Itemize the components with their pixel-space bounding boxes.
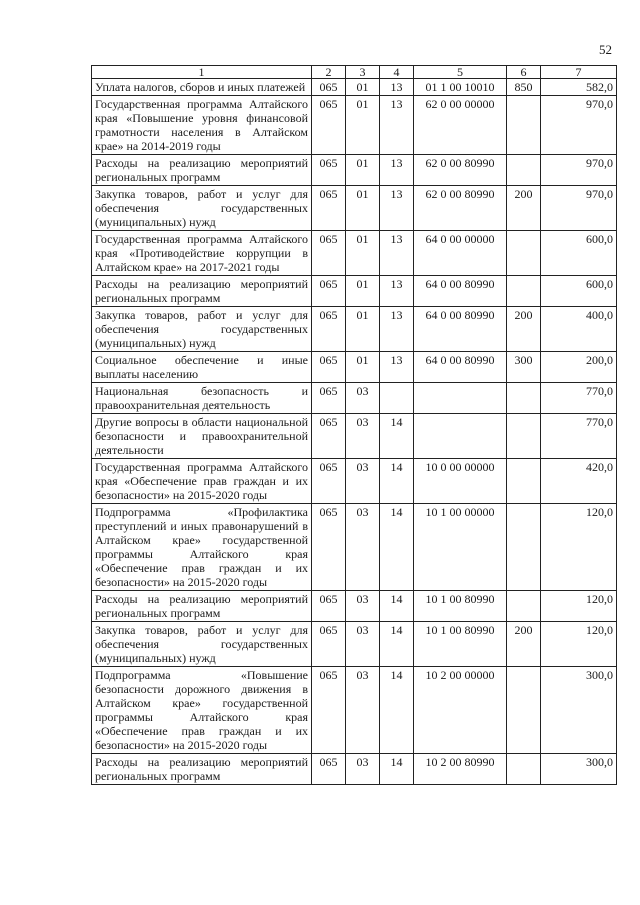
row-section-cell: 01 [346, 96, 380, 155]
row-amount-cell: 582,0 [541, 79, 617, 96]
row-name-cell: Расходы на реализацию мероприятий региональных программ [92, 591, 312, 622]
row-subsection-cell: 13 [380, 352, 414, 383]
row-section-cell: 03 [346, 622, 380, 667]
row-expense-type-cell: 850 [507, 79, 541, 96]
header-cell: 3 [346, 66, 380, 79]
table-row [92, 414, 617, 459]
row-code-cell: 065 [312, 307, 346, 352]
row-section-cell: 03 [346, 591, 380, 622]
row-code-cell: 065 [312, 754, 346, 785]
row-amount-cell: 300,0 [541, 667, 617, 754]
row-expense-type-cell [507, 155, 541, 186]
budget-table [91, 65, 617, 785]
row-subsection-cell [380, 383, 414, 414]
row-name-cell: Расходы на реализацию мероприятий региональных программ [92, 754, 312, 785]
row-target-cell: 62 0 00 00000 [414, 96, 507, 155]
row-code-cell: 065 [312, 667, 346, 754]
table-row [92, 276, 617, 307]
row-expense-type-cell [507, 667, 541, 754]
row-target-cell: 62 0 00 80990 [414, 186, 507, 231]
row-subsection-cell: 13 [380, 231, 414, 276]
page-number: 52 [599, 42, 612, 57]
row-subsection-cell: 13 [380, 79, 414, 96]
header-cell: 2 [312, 66, 346, 79]
row-amount-cell: 120,0 [541, 622, 617, 667]
row-target-cell: 10 1 00 80990 [414, 591, 507, 622]
row-code-cell: 065 [312, 186, 346, 231]
row-expense-type-cell [507, 414, 541, 459]
row-expense-type-cell: 200 [507, 307, 541, 352]
row-subsection-cell: 14 [380, 591, 414, 622]
row-amount-cell: 770,0 [541, 414, 617, 459]
row-name-cell: Социальное обеспечение и иные выплаты населению [92, 352, 312, 383]
table-row [92, 754, 617, 785]
row-code-cell: 065 [312, 622, 346, 667]
row-name-cell: Государственная программа Алтайского края «Повышение уровня финансовой грамотности населения в Алтайском крае» на 2014-2019 годы [92, 96, 312, 155]
row-target-cell: 64 0 00 80990 [414, 276, 507, 307]
row-subsection-cell: 13 [380, 276, 414, 307]
row-section-cell: 03 [346, 504, 380, 591]
row-code-cell: 065 [312, 383, 346, 414]
row-code-cell: 065 [312, 504, 346, 591]
row-amount-cell: 300,0 [541, 754, 617, 785]
row-name-cell: Государственная программа Алтайского края «Противодействие коррупции в Алтайском крае» на 2017-2021 годы [92, 231, 312, 276]
row-section-cell: 03 [346, 459, 380, 504]
row-amount-cell: 970,0 [541, 186, 617, 231]
table-row [92, 155, 617, 186]
header-cell: 5 [414, 66, 507, 79]
row-target-cell: 64 0 00 80990 [414, 352, 507, 383]
row-section-cell: 01 [346, 79, 380, 96]
table-row [92, 622, 617, 667]
row-subsection-cell: 13 [380, 96, 414, 155]
table-row [92, 459, 617, 504]
row-expense-type-cell: 200 [507, 186, 541, 231]
table-row [92, 591, 617, 622]
row-code-cell: 065 [312, 414, 346, 459]
row-code-cell: 065 [312, 79, 346, 96]
row-name-cell: Подпрограмма «Профилактика преступлений и иных правонарушений в Алтайском крае» государственной программы Алтайского края «Обеспечение прав граждан и их безопасности» на 2015-2020 годы [92, 504, 312, 591]
row-section-cell: 01 [346, 186, 380, 231]
row-section-cell: 01 [346, 276, 380, 307]
row-name-cell: Уплата налогов, сборов и иных платежей [92, 79, 312, 96]
row-expense-type-cell [507, 276, 541, 307]
table-row [92, 504, 617, 591]
row-section-cell: 03 [346, 754, 380, 785]
row-amount-cell: 120,0 [541, 504, 617, 591]
row-section-cell: 03 [346, 667, 380, 754]
row-section-cell: 01 [346, 352, 380, 383]
row-target-cell: 10 2 00 80990 [414, 754, 507, 785]
row-target-cell: 10 1 00 00000 [414, 504, 507, 591]
row-code-cell: 065 [312, 231, 346, 276]
row-name-cell: Закупка товаров, работ и услуг для обеспечения государственных (муниципальных) нужд [92, 307, 312, 352]
table-row [92, 667, 617, 754]
header-cell: 4 [380, 66, 414, 79]
row-expense-type-cell [507, 383, 541, 414]
row-expense-type-cell: 300 [507, 352, 541, 383]
row-subsection-cell: 14 [380, 504, 414, 591]
row-name-cell: Расходы на реализацию мероприятий региональных программ [92, 276, 312, 307]
row-target-cell: 01 1 00 10010 [414, 79, 507, 96]
row-expense-type-cell [507, 754, 541, 785]
row-name-cell: Закупка товаров, работ и услуг для обеспечения государственных (муниципальных) нужд [92, 622, 312, 667]
row-subsection-cell: 13 [380, 155, 414, 186]
row-expense-type-cell [507, 591, 541, 622]
row-code-cell: 065 [312, 591, 346, 622]
row-target-cell: 64 0 00 80990 [414, 307, 507, 352]
row-target-cell: 64 0 00 00000 [414, 231, 507, 276]
row-amount-cell: 400,0 [541, 307, 617, 352]
row-subsection-cell: 14 [380, 414, 414, 459]
row-amount-cell: 600,0 [541, 231, 617, 276]
table-row [92, 352, 617, 383]
row-amount-cell: 200,0 [541, 352, 617, 383]
row-code-cell: 065 [312, 155, 346, 186]
header-cell: 6 [507, 66, 541, 79]
row-target-cell: 10 2 00 00000 [414, 667, 507, 754]
row-code-cell: 065 [312, 276, 346, 307]
table-row [92, 186, 617, 231]
row-expense-type-cell [507, 504, 541, 591]
row-code-cell: 065 [312, 352, 346, 383]
row-expense-type-cell [507, 231, 541, 276]
row-name-cell: Национальная безопасность и правоохранительная деятельность [92, 383, 312, 414]
row-section-cell: 01 [346, 155, 380, 186]
row-amount-cell: 420,0 [541, 459, 617, 504]
row-amount-cell: 970,0 [541, 96, 617, 155]
row-name-cell: Государственная программа Алтайского края «Обеспечение прав граждан и их безопасности» на 2015-2020 годы [92, 459, 312, 504]
row-code-cell: 065 [312, 459, 346, 504]
row-subsection-cell: 14 [380, 459, 414, 504]
row-amount-cell: 600,0 [541, 276, 617, 307]
table-row [92, 383, 617, 414]
row-section-cell: 03 [346, 383, 380, 414]
row-name-cell: Другие вопросы в области национальной безопасности и правоохранительной деятельности [92, 414, 312, 459]
row-expense-type-cell [507, 96, 541, 155]
row-section-cell: 01 [346, 307, 380, 352]
table-row [92, 307, 617, 352]
row-subsection-cell: 14 [380, 754, 414, 785]
table-row [92, 231, 617, 276]
row-name-cell: Подпрограмма «Повышение безопасности дорожного движения в Алтайском крае» государственной программы Алтайского края «Обеспечение прав граждан и их безопасности» на 2015-2020 годы [92, 667, 312, 754]
row-target-cell: 10 0 00 00000 [414, 459, 507, 504]
row-target-cell: 10 1 00 80990 [414, 622, 507, 667]
row-target-cell [414, 383, 507, 414]
row-target-cell: 62 0 00 80990 [414, 155, 507, 186]
header-cell: 1 [92, 66, 312, 79]
row-code-cell: 065 [312, 96, 346, 155]
row-name-cell: Расходы на реализацию мероприятий региональных программ [92, 155, 312, 186]
row-section-cell: 01 [346, 231, 380, 276]
table-header-row [92, 66, 617, 79]
table-body [92, 66, 617, 785]
row-target-cell [414, 414, 507, 459]
row-amount-cell: 770,0 [541, 383, 617, 414]
row-subsection-cell: 13 [380, 307, 414, 352]
row-subsection-cell: 13 [380, 186, 414, 231]
row-section-cell: 03 [346, 414, 380, 459]
table-row [92, 96, 617, 155]
row-expense-type-cell [507, 459, 541, 504]
row-amount-cell: 120,0 [541, 591, 617, 622]
table-row [92, 79, 617, 96]
row-expense-type-cell: 200 [507, 622, 541, 667]
row-subsection-cell: 14 [380, 667, 414, 754]
row-name-cell: Закупка товаров, работ и услуг для обеспечения государственных (муниципальных) нужд [92, 186, 312, 231]
header-cell: 7 [541, 66, 617, 79]
row-subsection-cell: 14 [380, 622, 414, 667]
row-amount-cell: 970,0 [541, 155, 617, 186]
